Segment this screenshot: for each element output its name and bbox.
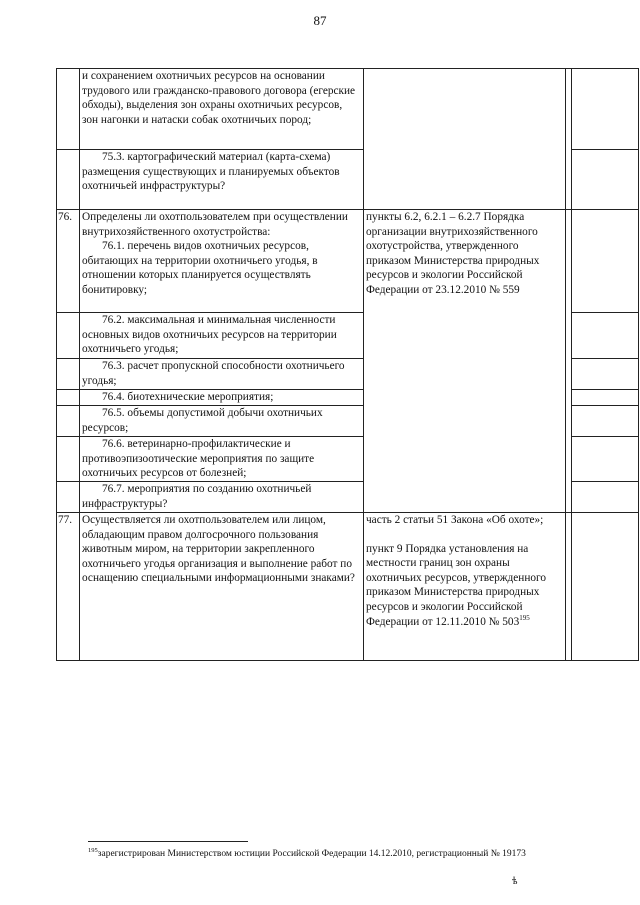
question-subitem: 76.1. перечень видов охотничьих ресурсов, обитающих на территории охотничьего угодья, в отношении которых планируется осуществлять бонитировку; (82, 240, 318, 296)
note-cell[interactable] (572, 210, 639, 313)
row-number (57, 437, 80, 482)
question-text: 76.2. максимальная и минимальная численности основных видов охотничьих ресурсов на территории охотничьего угодья; (80, 313, 364, 359)
row-number (57, 482, 80, 513)
note-cell[interactable] (572, 150, 639, 210)
question-text: и сохранением охотничьих ресурсов на основании трудового или гражданско-правового договора (егерские обходы), выделения зон охраны охотничьих ресурсов, зон нагонки и натаски собак охотничьих пород; (80, 69, 364, 150)
reference-text: пункты 6.2, 6.2.1 – 6.2.7 Порядка организации внутрихозяйственного охотустройства, утвержденного приказом Министерства природных ресурсов и экологии Российской Федерации от 23.12.2010 № 559 (364, 210, 566, 513)
row-number: 77. (57, 513, 80, 661)
row-number (57, 150, 80, 210)
row-number (57, 390, 80, 406)
footnote (88, 847, 526, 859)
note-cell[interactable] (572, 482, 639, 513)
question-text (80, 210, 364, 313)
table-row (57, 513, 639, 661)
question-text: Осуществляется ли охотпользователем или лицом, обладающим правом долгосрочного пользования животным миром, на территории закрепленного охотничьего угодья организация и выполнение работ по оснащению специальными информационными знаками? (80, 513, 364, 661)
table-row (57, 210, 639, 313)
reference-text: пункт 9 Порядка установления на местности границ зон охраны охотничьих ресурсов, утвержденного приказом Министерства природных ресурсов и экологии Российской Федерации от 12.11.2010 № 503$^{195}$ (366, 542, 547, 628)
row-number (57, 313, 80, 359)
handwritten-mark: ѣ (512, 876, 518, 887)
row-number (57, 406, 80, 437)
note-cell[interactable] (572, 406, 639, 437)
table-row (57, 69, 639, 150)
checklist-table (56, 68, 639, 661)
footnote-divider (88, 841, 248, 842)
reference-text: часть 2 статьи 51 Закона «Об охоте»; (366, 514, 544, 526)
reference-cell (364, 69, 566, 210)
note-cell[interactable] (572, 390, 639, 406)
row-number: 76. (57, 210, 80, 313)
note-cell[interactable] (572, 69, 639, 150)
row-number (57, 69, 80, 150)
footnote-number: 195 (88, 847, 98, 854)
page-number: 87 (313, 13, 327, 28)
question-intro: Определены ли охотпользователем при осуществлении внутрихозяйственного охотустройства: (82, 211, 348, 238)
reference-cell (364, 513, 566, 661)
question-text: 76.7. мероприятия по созданию охотничьей инфраструктуры? (80, 482, 364, 513)
question-text: 76.4. биотехнические мероприятия; (80, 390, 364, 406)
note-cell[interactable] (572, 359, 639, 390)
note-cell[interactable] (572, 313, 639, 359)
question-text: 76.6. ветеринарно-профилактические и противоэпизоотические мероприятия по защите охотничьих ресурсов от болезней; (80, 437, 364, 482)
row-number (57, 359, 80, 390)
question-text: 76.5. объемы допустимой добычи охотничьих ресурсов; (80, 406, 364, 437)
question-text: 76.3. расчет пропускной способности охотничьего угодья; (80, 359, 364, 390)
footnote-text: зарегистрирован Министерством юстиции Российской Федерации 14.12.2010, регистрационный № 19173 (97, 849, 526, 860)
note-cell[interactable] (572, 437, 639, 482)
footnote-marker: 195 (519, 613, 530, 622)
question-text: 75.3. картографический материал (карта-схема) размещения существующих и планируемых объектов охотничьей инфраструктуры? (80, 150, 364, 210)
note-cell[interactable] (572, 513, 639, 661)
